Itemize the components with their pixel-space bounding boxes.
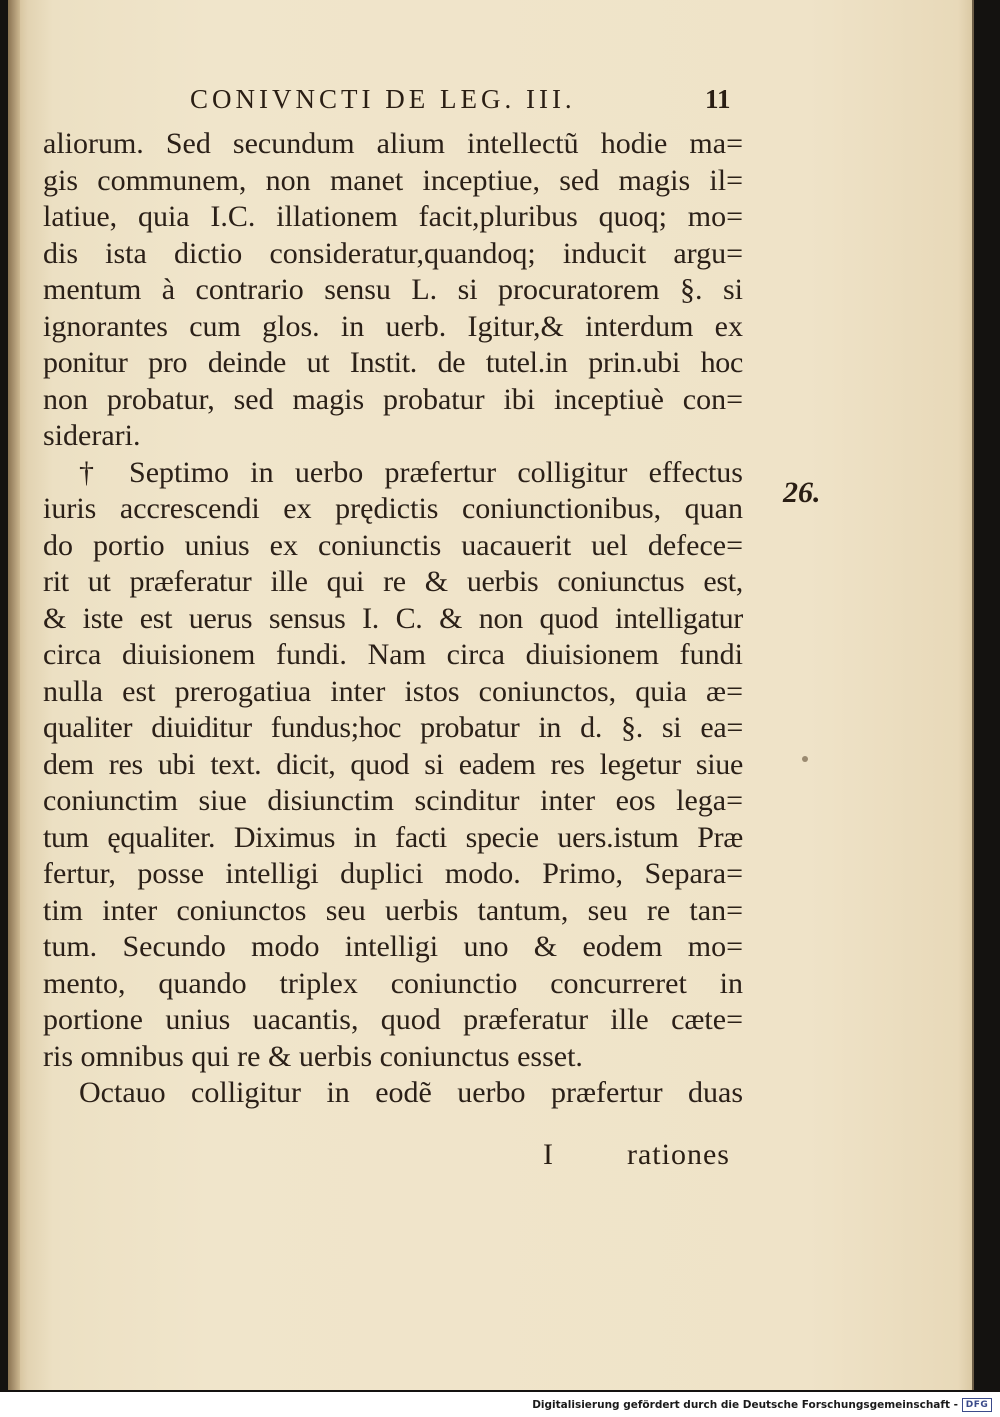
text-line: ignorantes cum glos. in uerb. Igitur,& interdum ex [43, 309, 743, 343]
text-line: nulla est prerogatiua inter istos coniunctos, quia æ= [43, 674, 743, 708]
digitization-credit: Digitalisierung gefördert durch die Deutsche Forschungsgemeinschaft - [532, 1399, 958, 1411]
margin-note-number: 26. [783, 476, 821, 509]
text-line: ris omnibus qui re & uerbis coniunctus esset. [43, 1039, 583, 1073]
text-line: siderari. [43, 419, 141, 452]
text-line: rit ut præferatur ille qui re & uerbis coniunctus est, [43, 565, 743, 598]
text-line: Octauo colligitur in eodẽ uerbo præfertur duas [79, 1076, 743, 1109]
text-line: dem res ubi text. dicit, quod si eadem res legetur siue [43, 747, 743, 781]
text-line: dis ista dictio consideratur,quandoq; inducit argu= [43, 236, 743, 270]
text-line: iuris accrescendi ex prędictis coniunctionibus, quan [43, 492, 743, 525]
text-line: qualiter diuiditur fundus;hoc probatur in d. §. si ea= [43, 711, 743, 744]
text-line: aliorum. Sed secundum alium intellectũ hodie ma= [43, 127, 743, 160]
text-line: mentum à contrario sensu L. si procuratorem §. si [43, 273, 743, 306]
text-line: circa diuisionem fundi. Nam circa diuisionem fundi [43, 638, 743, 671]
text-line: ponitur pro deinde ut Instit. de tutel.in prin.ubi hoc [43, 346, 743, 379]
page-gutter-edge [8, 0, 20, 1390]
text-line: tim inter coniunctos seu uerbis tantum, seu re tan= [43, 893, 743, 927]
folio-number: 11 [705, 84, 731, 114]
text-line: coniunctim siue disiunctim scinditur inter eos lega= [43, 784, 743, 817]
text-line: tum ęqualiter. Diximus in facti specie uers.istum Præ [43, 820, 743, 854]
paper-speck [802, 756, 808, 762]
text-line: fertur, posse intelligi duplici modo. Primo, Separa= [43, 857, 743, 890]
signature-mark: I [543, 1138, 553, 1171]
text-line: & iste est uerus sensus I. C. & non quod intelligatur [43, 601, 743, 635]
text-line: latiue, quia I.C. illationem facit,pluribus quoq; mo= [43, 200, 743, 233]
body-text [43, 126, 743, 1112]
text-line: portione unius uacantis, quod præferatur ille cæte= [43, 1003, 743, 1036]
text-line: mento, quando triplex coniunctio concurreret in [43, 966, 743, 1000]
running-head: CONIVNCTI DE LEG. III. [190, 84, 576, 114]
text-line: non probatur, sed magis probatur ibi inceptiuè con= [43, 382, 743, 416]
text-line: do portio unius ex coniunctis uacauerit uel defece= [43, 528, 743, 562]
dfg-logo: DFG [962, 1398, 992, 1412]
text-line: gis communem, non manet inceptiue, sed magis il= [43, 163, 743, 197]
catchword: rationes [627, 1138, 730, 1171]
text-line: † Septimo in uerbo præfertur colligitur effectus [79, 455, 743, 489]
text-line: tum. Secundo modo intelligi uno & eodem mo= [43, 930, 743, 963]
